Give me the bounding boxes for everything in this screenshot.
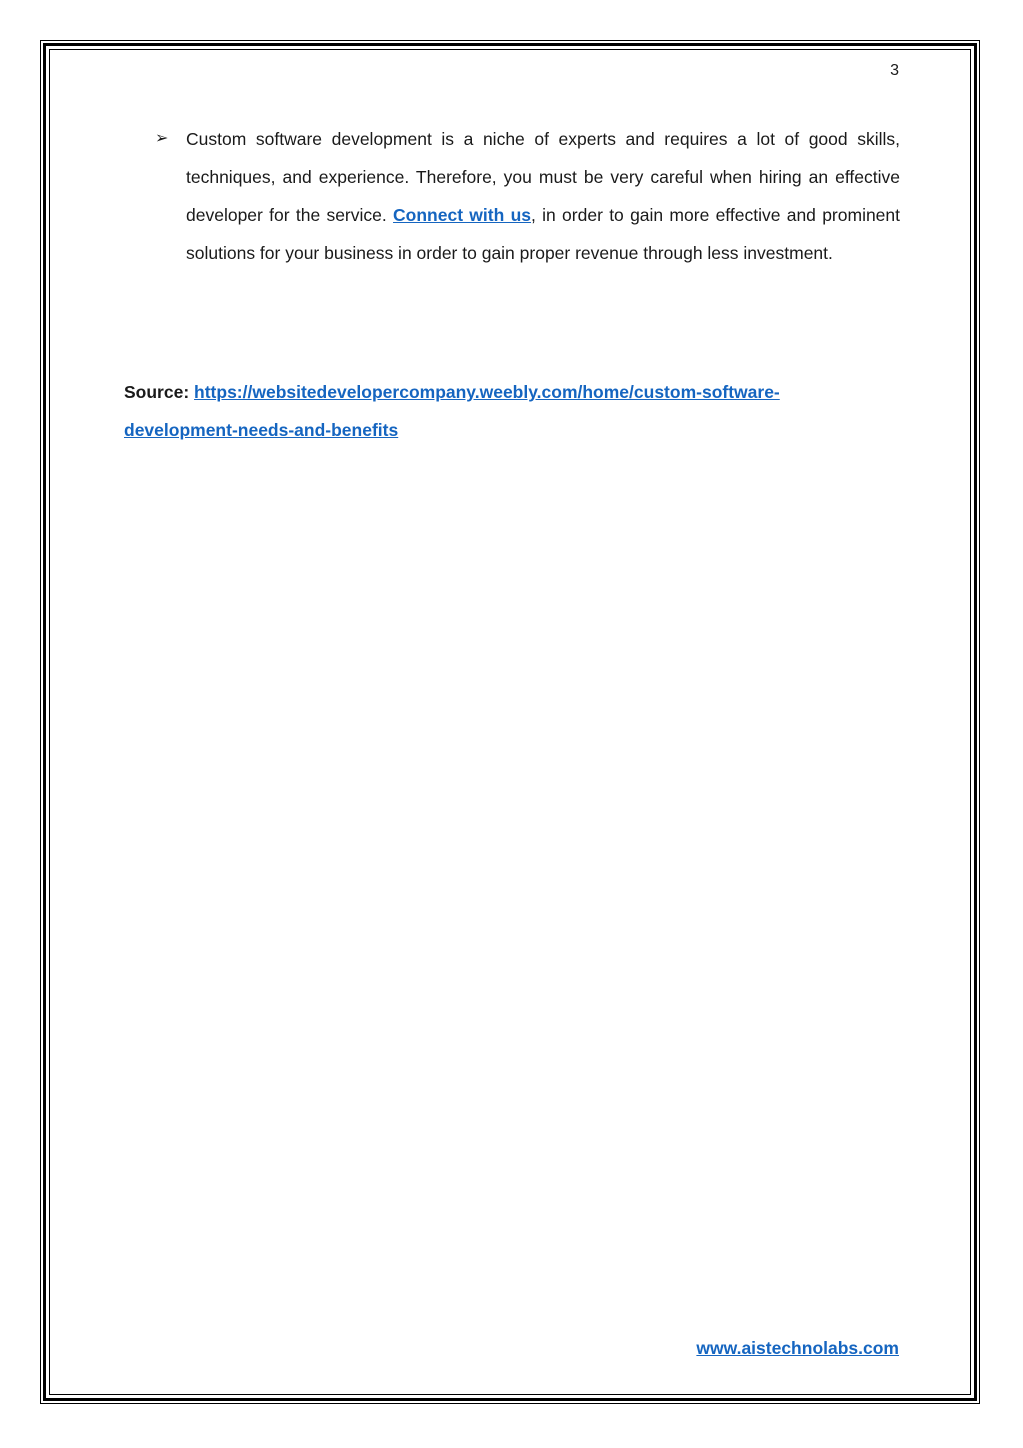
- bullet-text-after: , in order to gain more effective and prominent solutions for your business in order to gain proper revenue through less investment.: [186, 205, 901, 263]
- bullet-text-before: Custom software development is a niche of experts and requires a lot of good skills, techniques, and experience. Therefore, you must be very careful when hiring an effective developer for the service.: [186, 129, 900, 225]
- source-line: [124, 373, 884, 449]
- arrow-bullet-icon: ➢: [155, 130, 169, 147]
- page-number: 3: [890, 62, 899, 79]
- bullet-text: [186, 120, 900, 272]
- source-label: Source:: [124, 382, 190, 402]
- bullet-paragraph: [155, 120, 900, 272]
- footer-website-link[interactable]: www.aistechnolabs.com: [696, 1338, 899, 1358]
- connect-with-us-link[interactable]: Connect with us: [393, 205, 532, 225]
- source-url-link[interactable]: https://websitedevelopercompany.weebly.com/home/custom-software-development-needs-and-benefits: [124, 382, 780, 440]
